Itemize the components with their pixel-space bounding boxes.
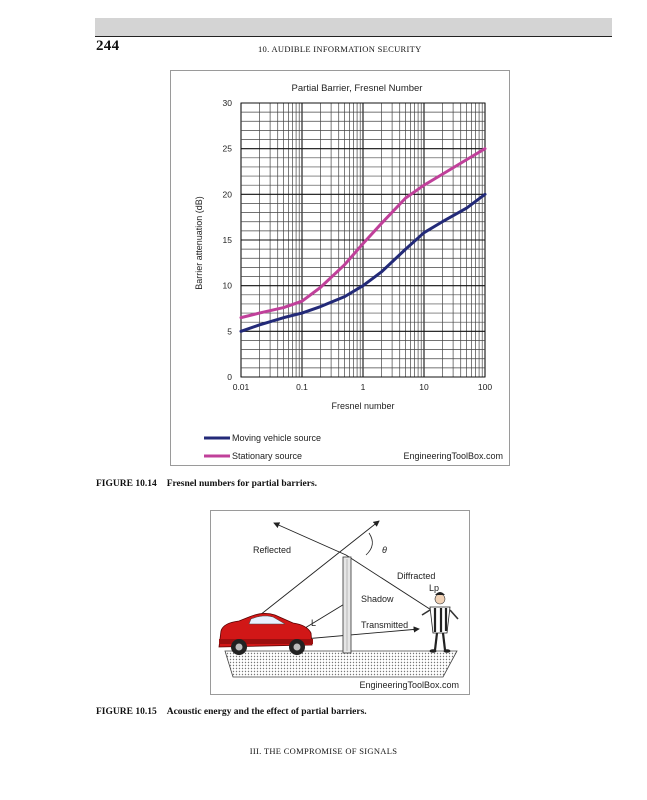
header-rule [95,36,612,37]
figure-14-caption-number: FIGURE 10.14 [96,479,157,489]
label-theta: θ [382,545,387,555]
x-tick-label: 0.01 [232,382,250,392]
theta-angle-arc [366,533,372,555]
red-car-illustration [219,613,313,655]
y-tick-label: 20 [222,189,232,200]
diagram-canvas [211,511,470,695]
x-axis-label: Fresnel number [331,401,395,411]
y-tick-label: 25 [222,143,232,154]
x-tick-label: 10 [419,382,429,392]
barrier-diagram [210,510,470,695]
legend-label-stationary: Stationary source [232,451,303,461]
figure-15-caption-number: FIGURE 10.15 [96,707,157,717]
figure-14-caption-text: Fresnel numbers for partial barriers. [166,479,318,489]
chart-canvas [171,71,511,467]
y-tick-label: 15 [222,235,232,245]
header-band [95,18,612,36]
figure-14-caption [96,479,317,489]
figure-15-caption [96,707,367,717]
figure-15-caption-text: Acoustic energy and the effect of partial barriers. [166,707,367,717]
page-number: 244 [96,38,120,54]
chart-grid [241,103,485,377]
diagram-watermark: EngineeringToolBox.com [359,680,459,690]
chart-title: Partial Barrier, Fresnel Number [291,83,423,94]
diffraction-ray [255,521,379,619]
running-head: 10. AUDIBLE INFORMATION SECURITY [258,44,422,54]
y-tick-label: 10 [222,280,232,291]
legend-label-moving: Moving vehicle source [232,433,322,443]
page-footer: III. THE COMPROMISE OF SIGNALS [249,746,398,756]
label-lp: Lp [429,583,440,593]
diffracted-ray [346,555,439,615]
label-l: L [311,618,317,628]
y-tick-label: 0 [227,372,232,382]
label-reflected: Reflected [253,545,292,555]
label-diffracted: Diffracted [397,571,436,581]
label-transmitted: Transmitted [361,620,409,630]
x-tick-label: 1 [360,382,366,392]
ground-plane [225,651,457,677]
y-axis-label: Barrier attenuation (dB) [194,196,204,290]
x-tick-label: 100 [477,382,493,392]
y-tick-label: 5 [227,326,232,337]
x-tick-label: 0.1 [296,382,308,392]
chart-watermark: EngineeringToolBox.com [403,451,503,461]
listener-figure-illustration [422,592,458,653]
fresnel-chart [170,70,510,466]
label-shadow: Shadow [361,594,394,604]
y-tick-label: 30 [222,98,232,108]
